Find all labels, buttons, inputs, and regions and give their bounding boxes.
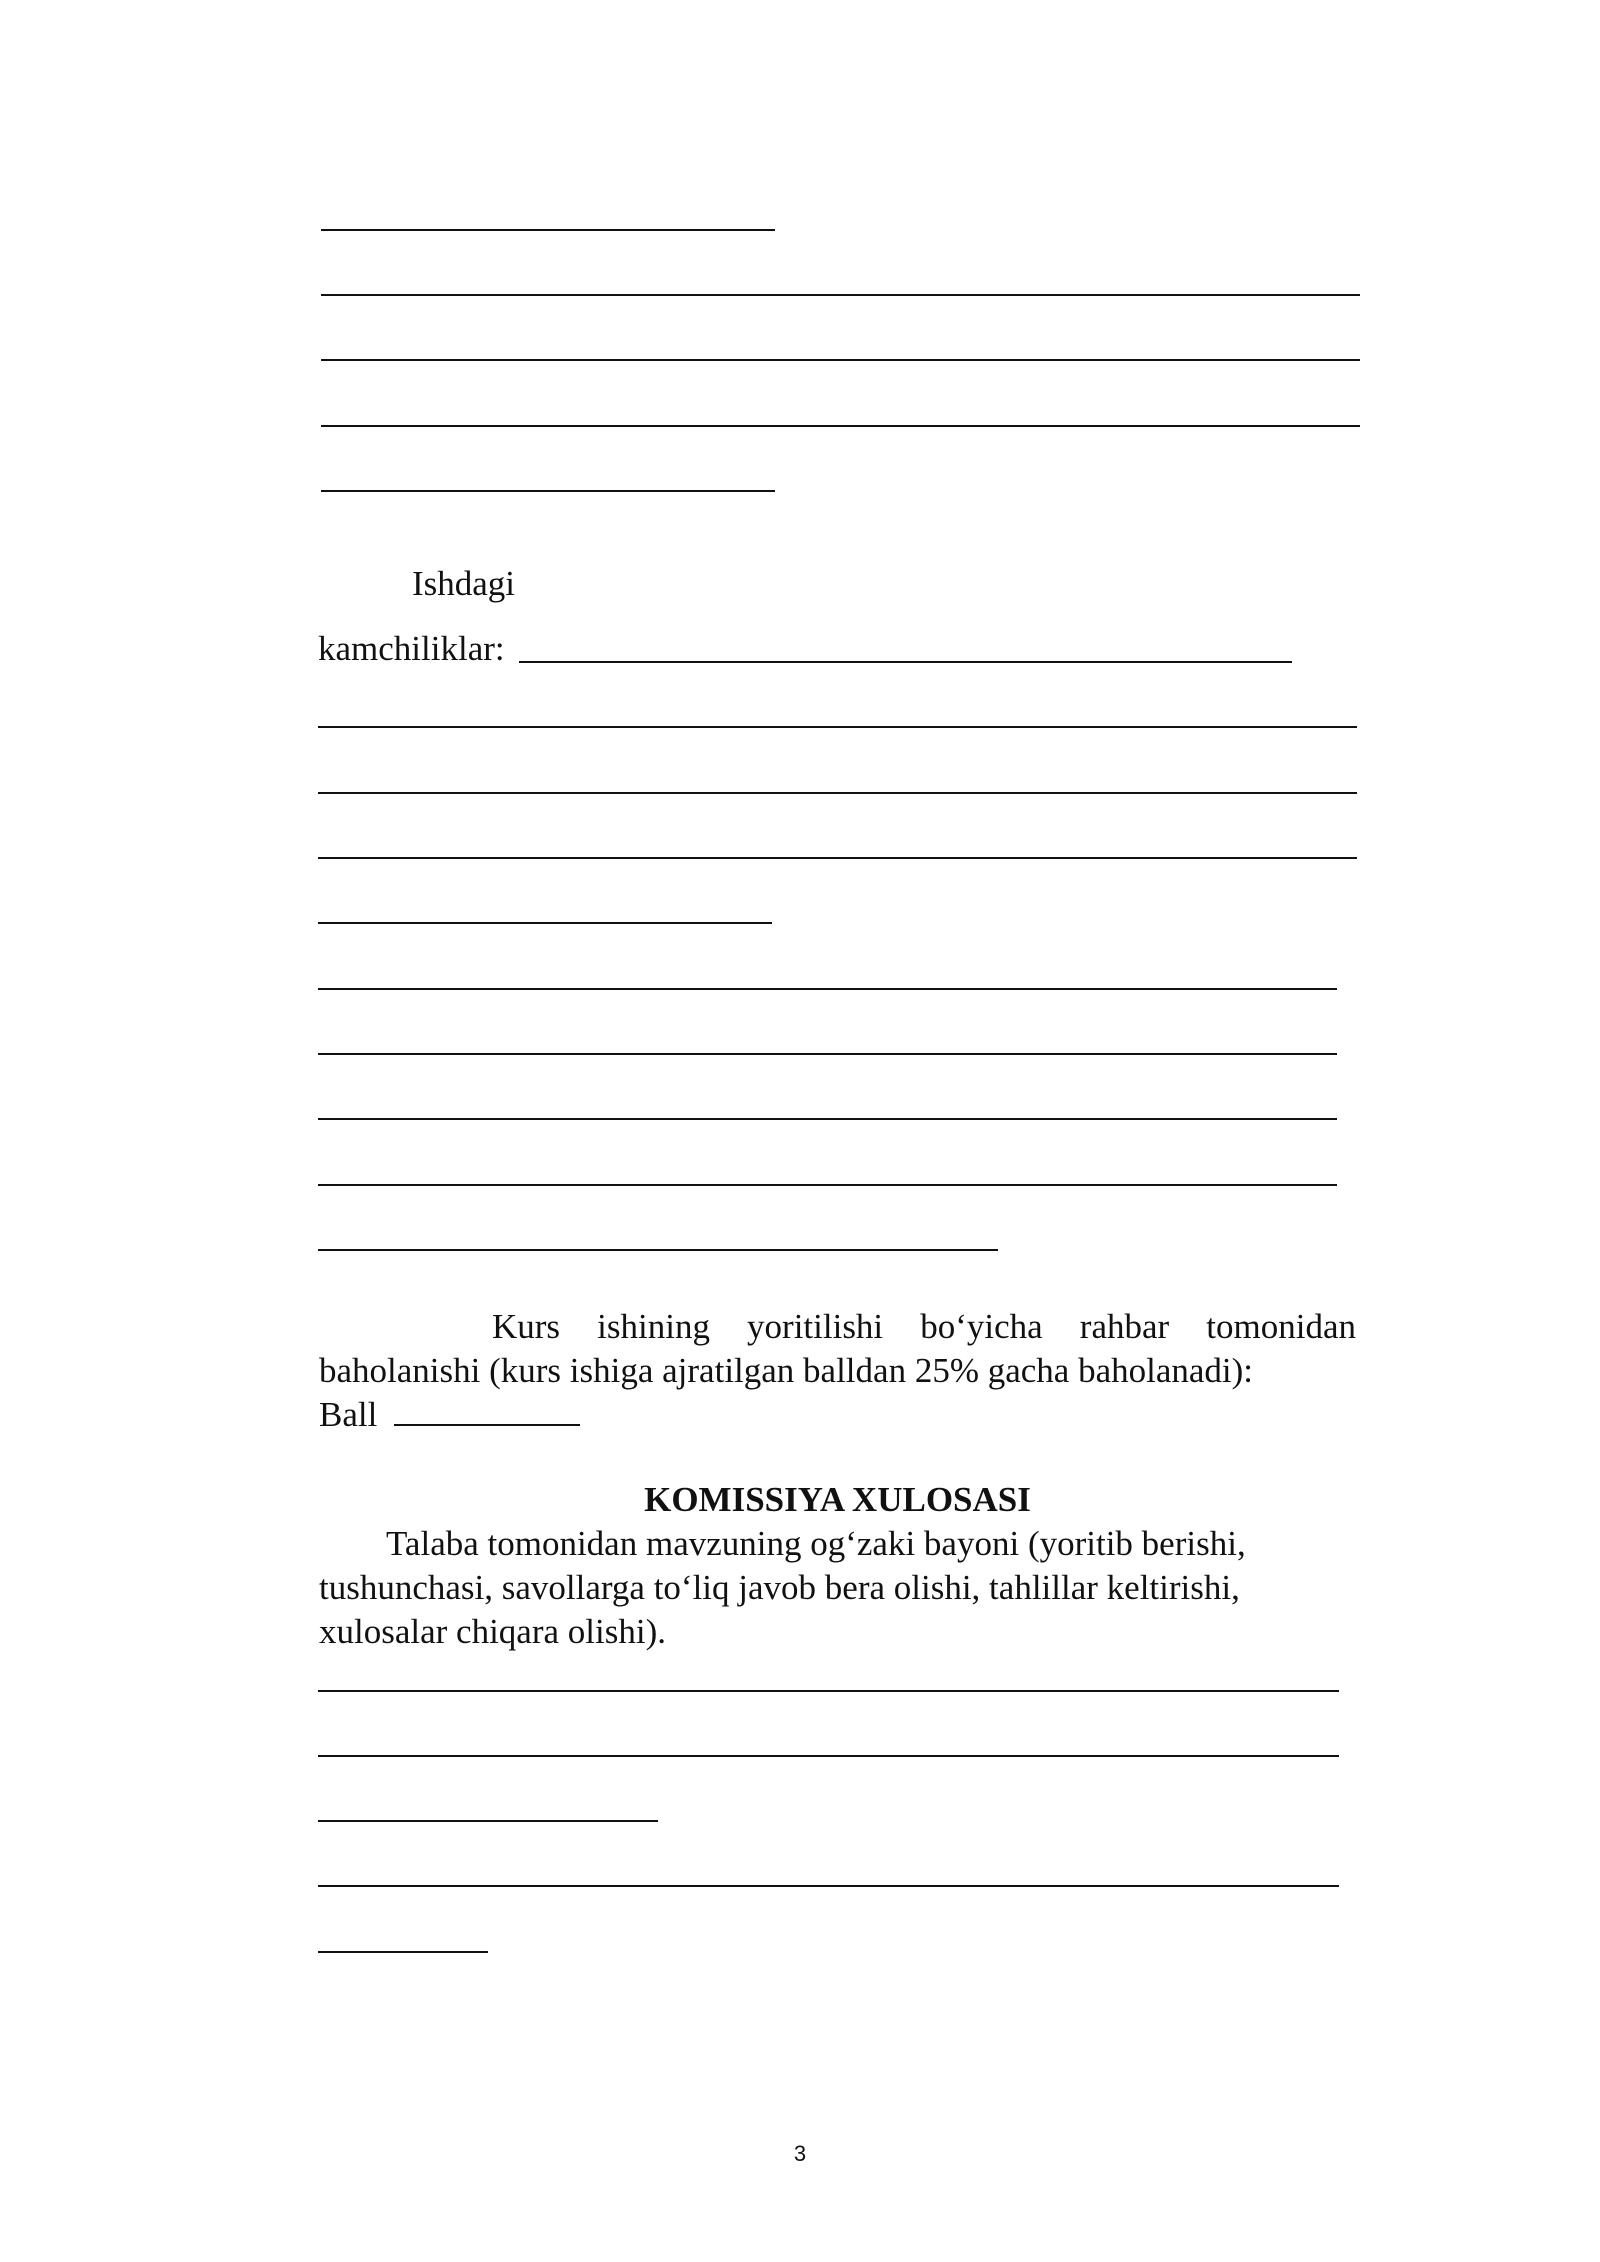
answer-line xyxy=(321,229,775,231)
answer-line xyxy=(318,1249,998,1251)
answer-line xyxy=(318,857,1357,859)
grading-text: Kurs ishining yoritilishi bo‘yicha rahbar tomonidan baholanishi (kurs ishiga ajratilgan balldan 25% gacha baholanadi): xyxy=(319,1307,1356,1390)
commission-text-line1: Talaba tomonidan mavzuning og‘zaki bayoni (yoritib berishi, xyxy=(386,1524,1246,1563)
commission-heading: KOMISSIYA XULOSASI xyxy=(644,1480,1031,1519)
commission-text-line2: tushunchasi, savollarga to‘liq javob bera olishi, tahlillar keltirishi, xyxy=(319,1568,1240,1607)
answer-line xyxy=(321,425,1360,427)
grading-paragraph xyxy=(319,1305,1356,1393)
answer-line xyxy=(321,359,1360,361)
answer-line xyxy=(321,294,1360,296)
ball-blank xyxy=(394,1396,580,1426)
answer-line xyxy=(318,792,1357,794)
answer-line xyxy=(318,988,1337,990)
answer-line xyxy=(318,1184,1337,1186)
deficiencies-answer-line xyxy=(519,661,1292,663)
answer-line xyxy=(318,922,772,924)
answer-line xyxy=(318,1053,1337,1055)
ball-field xyxy=(319,1393,580,1437)
deficiencies-label-line2: kamchiliklar: xyxy=(318,629,505,668)
answer-line xyxy=(318,1755,1339,1757)
answer-line xyxy=(321,490,775,492)
deficiencies-label-line1: Ishdagi xyxy=(412,564,516,603)
commission-text-line3: xulosalar chiqara olishi). xyxy=(319,1612,666,1651)
ball-label: Ball xyxy=(319,1395,378,1434)
page-number: 3 xyxy=(793,2141,807,2166)
answer-line xyxy=(318,1118,1337,1120)
answer-line xyxy=(318,1951,488,1953)
answer-line xyxy=(318,726,1357,728)
answer-line xyxy=(318,1820,658,1822)
answer-line xyxy=(318,1885,1339,1887)
answer-line xyxy=(318,1690,1339,1692)
